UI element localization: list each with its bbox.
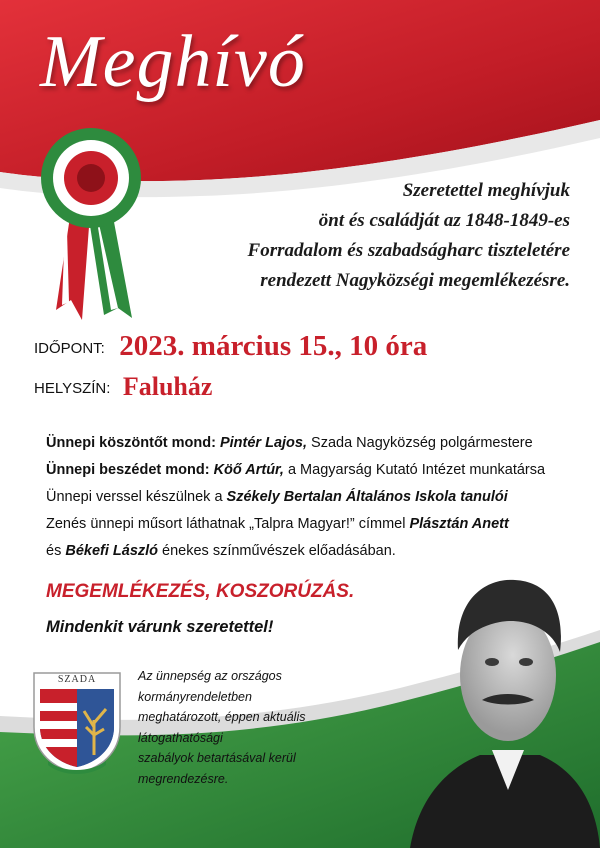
cockade-icon	[36, 120, 146, 320]
program-detail: a Magyarság Kutató Intézet munkatársa	[283, 462, 546, 478]
invitation-line: rendezett Nagyközségi megemlékezésre.	[260, 270, 570, 291]
invitation-line: Szeretettel meghívjuk	[402, 180, 570, 201]
invitation-line: Forradalom és szabadságharc tiszteletére	[247, 240, 570, 261]
notice-line: szabályok betartásával kerül	[138, 751, 296, 765]
highlight-text: MEGEMLÉKEZÉS, KOSZORÚZÁS.	[46, 581, 355, 602]
notice-line: Az ünnepség az országos kormányrendeletben	[138, 669, 282, 704]
program-person: Plásztán Anett	[409, 516, 509, 532]
notice-line: megrendezésre.	[138, 771, 229, 786]
time-label: IDŐPONT:	[34, 340, 105, 357]
program-role: Zenés ünnepi műsort láthatnak „Talpra Magyar!” címmel	[46, 516, 410, 532]
welcome-text: Mindenkit várunk szeretettel!	[46, 618, 274, 636]
program-person: Székely Bertalan Általános Iskola tanulói	[226, 489, 508, 505]
program-person: Köő Artúr,	[213, 462, 284, 478]
program-detail: énekes színművészek előadásában.	[158, 543, 396, 559]
program-person: Pintér Lajos,	[219, 435, 308, 451]
page-title: Meghívó	[40, 21, 306, 103]
program-role: és	[46, 543, 66, 559]
time-value: 2023. március 15., 10 óra	[119, 330, 428, 362]
program-line	[46, 457, 566, 484]
notice-text	[138, 666, 388, 789]
event-time	[34, 330, 427, 363]
program-line	[46, 484, 566, 511]
place-value: Faluház	[122, 372, 213, 401]
program-line	[46, 511, 566, 538]
program-role: Ünnepi verssel készülnek a	[46, 489, 227, 505]
invitation-line: önt és családját az 1848-1849-es	[318, 210, 570, 231]
program-person: Békefi László	[65, 543, 159, 559]
program-detail: Szada Nagyközség polgármestere	[307, 435, 533, 451]
program-role: Ünnepi köszöntőt mond:	[46, 435, 216, 451]
program-line	[46, 430, 566, 457]
notice-line: meghatározott, éppen aktuális látogathatósági	[138, 710, 306, 745]
crest-label: SZADA	[57, 674, 97, 685]
program-role: Ünnepi beszédet mond:	[46, 462, 210, 478]
event-place	[34, 372, 212, 402]
place-label: HELYSZÍN:	[34, 380, 111, 397]
portrait-image	[400, 540, 600, 848]
invitation-text	[150, 176, 570, 296]
crest	[28, 665, 126, 775]
